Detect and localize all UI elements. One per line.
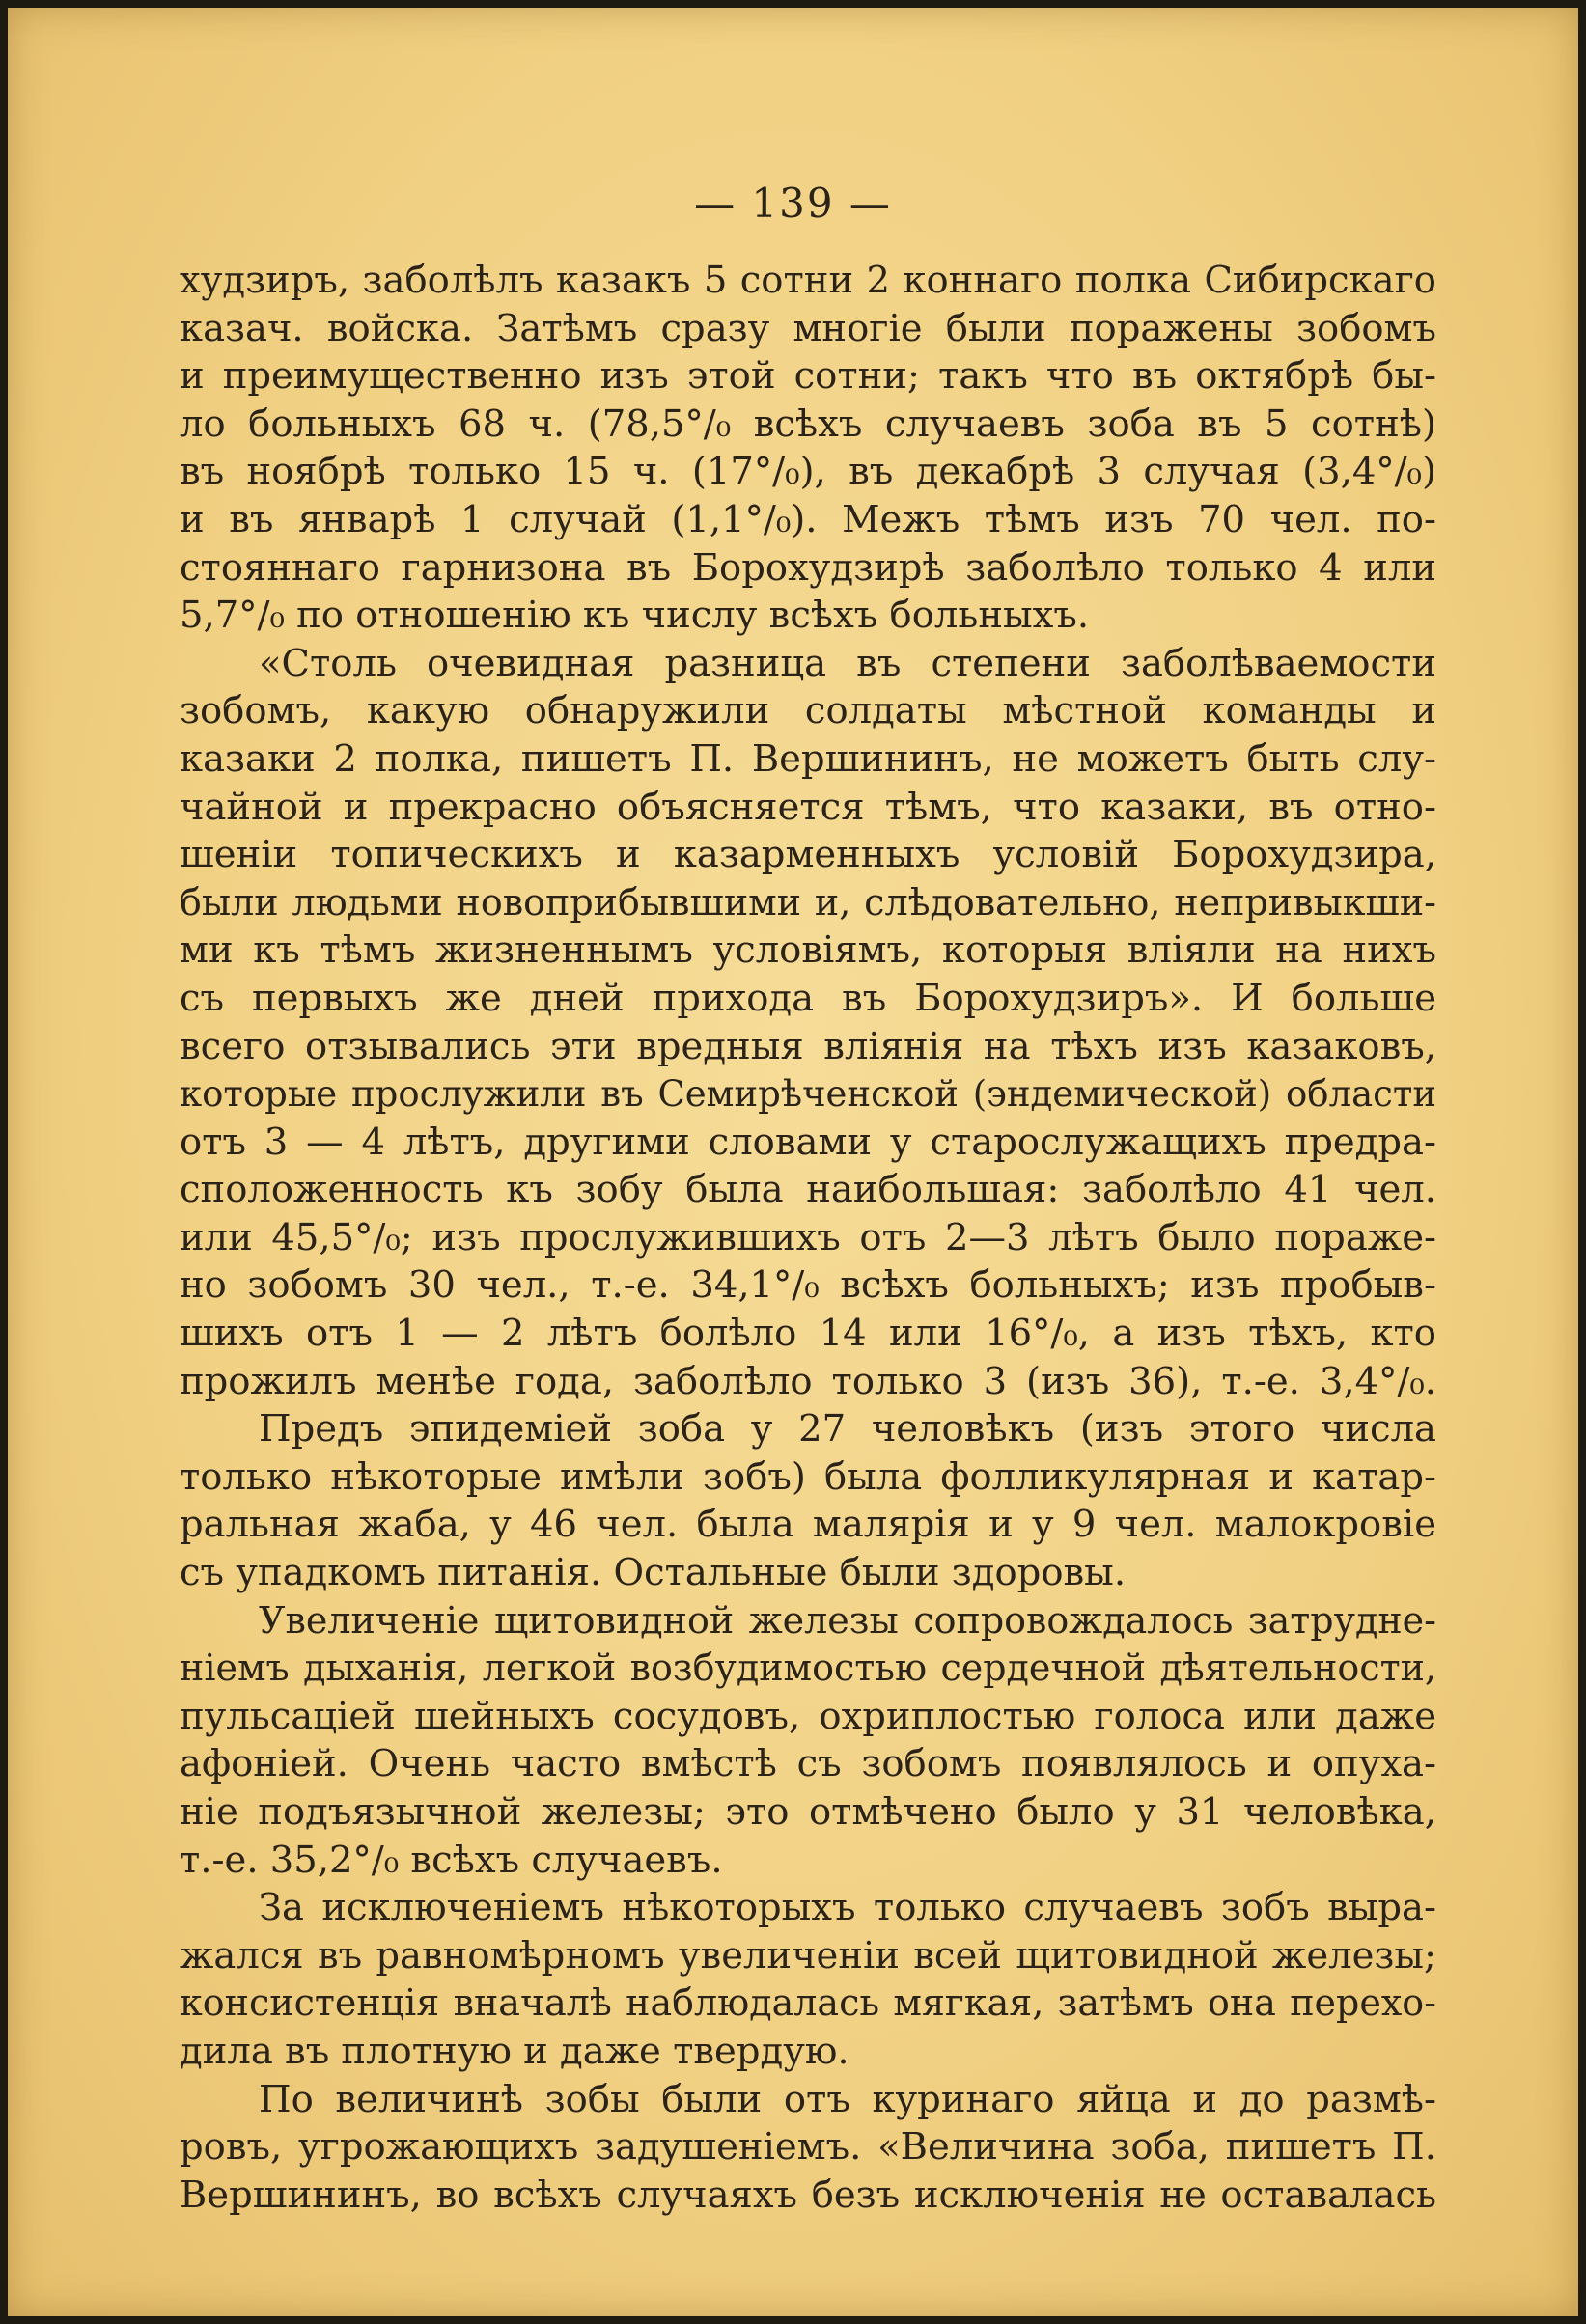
text-line: казаки 2 полка, пишетъ П. Вершининъ, не можетъ быть слу-: [180, 736, 1436, 781]
text-line: шеніи топическихъ и казарменныхъ условій Борохудзира,: [180, 833, 1436, 877]
text-line: которые прослужили въ Семирѣченской (эндемической) области: [180, 1073, 1436, 1116]
text-line: зобомъ, какую обнаружили солдаты мѣстной команды и: [180, 689, 1436, 733]
text-line: съ упадкомъ питанія. Остальные были здоровы.: [180, 1551, 1127, 1595]
text-line: пульсаціей шейныхъ сосудовъ, охриплостью голоса или даже: [180, 1694, 1436, 1738]
page-number: — 139 —: [694, 180, 892, 227]
text-line: отъ 3 — 4 лѣтъ, другими словами у старослужащихъ предра-: [180, 1120, 1436, 1164]
text-line: и въ январѣ 1 случай (1,1°/₀). Межъ тѣмъ изъ 70 чел. по-: [180, 497, 1436, 541]
text-line: За исключеніемъ нѣкоторыхъ только случаевъ зобъ выра-: [259, 1886, 1436, 1930]
text-line: ми къ тѣмъ жизненнымъ условіямъ, которыя вліяли на нихъ: [180, 928, 1436, 973]
text-line: ровъ, угрожающихъ задушеніемъ. «Величина зоба, пишетъ П.: [180, 2125, 1436, 2170]
text-line: По величинѣ зобы были отъ куринаго яйца и до размѣ-: [259, 2077, 1436, 2121]
text-line: прожилъ менѣе года, заболѣло только 3 (изъ 36), т.-е. 3,4°/₀.: [180, 1359, 1436, 1403]
text-line: и преимущественно изъ этой сотни; такъ что въ октябрѣ бы-: [180, 354, 1436, 399]
text-line: съ первыхъ же дней прихода въ Борохудзиръ». И больше: [180, 976, 1436, 1020]
text-line: т.-е. 35,2°/₀ всѣхъ случаевъ.: [180, 1838, 723, 1882]
text-line: ніемъ дыханія, легкой возбудимостью сердечной дѣятельности,: [180, 1646, 1436, 1690]
text-line: жался въ равномѣрномъ увеличеніи всей щитовидной железы;: [180, 1933, 1436, 1978]
text-line: «Столь очевидная разница въ степени заболѣваемости: [259, 641, 1436, 685]
text-line: чайной и прекрасно объясняется тѣмъ, что казаки, въ отно-: [180, 785, 1436, 829]
text-line: ніе подъязычной железы; это отмѣчено было у 31 человѣка,: [180, 1790, 1436, 1834]
text-line: Предъ эпидеміей зоба у 27 человѣкъ (изъ этого числа: [259, 1407, 1436, 1452]
text-line: казач. войска. Затѣмъ сразу многіе были поражены зобомъ: [180, 306, 1436, 350]
text-line: сположенность къ зобу была наибольшая: заболѣло 41 чел.: [180, 1168, 1436, 1212]
text-line: Увеличеніе щитовидной железы сопровождалось затрудне-: [259, 1598, 1436, 1642]
text-line: худзиръ, заболѣлъ казакъ 5 сотни 2 коннаго полка Сибирскаго: [180, 259, 1436, 302]
text-line: въ ноябрѣ только 15 ч. (17°/₀), въ декабрѣ 3 случая (3,4°/₀): [180, 450, 1436, 494]
text-line: стояннаго гарнизона въ Борохудзирѣ заболѣло только 4 или: [180, 545, 1436, 590]
text-line: дила въ плотную и даже твердую.: [180, 2029, 849, 2073]
book-page: [8, 8, 1578, 2316]
text-line: консистенція вначалѣ наблюдалась мягкая, затѣмъ она перехо-: [180, 1981, 1436, 2025]
text-line: всего отзывались эти вредныя вліянія на тѣхъ изъ казаковъ,: [180, 1024, 1436, 1068]
text-line: 5,7°/₀ по отношенію къ числу всѣхъ больныхъ.: [180, 594, 1090, 638]
text-line: были людьми новоприбывшими и, слѣдовательно, непривыкши-: [180, 880, 1436, 924]
text-line: только нѣкоторые имѣли зобъ) была фолликулярная и катар-: [180, 1454, 1436, 1499]
text-line: но зобомъ 30 чел., т.-е. 34,1°/₀ всѣхъ больныхъ; изъ пробыв-: [180, 1263, 1436, 1308]
body-text: [180, 257, 1436, 2219]
text-line: ральная жаба, у 46 чел. была малярія и у 9 чел. малокровіе: [180, 1503, 1436, 1547]
text-line: Вершининъ, во всѣхъ случаяхъ безъ исключенія не оставалась: [180, 2172, 1436, 2217]
text-line: ло больныхъ 68 ч. (78,5°/₀ всѣхъ случаевъ зоба въ 5 сотнѣ): [180, 401, 1436, 446]
text-line: или 45,5°/₀; изъ прослужившихъ отъ 2—3 лѣтъ было пораже-: [180, 1215, 1436, 1259]
text-line: афоніей. Очень часто вмѣстѣ съ зобомъ появлялось и опуха-: [180, 1742, 1436, 1786]
text-line: шихъ отъ 1 — 2 лѣтъ болѣло 14 или 16°/₀, а изъ тѣхъ, кто: [180, 1312, 1436, 1356]
